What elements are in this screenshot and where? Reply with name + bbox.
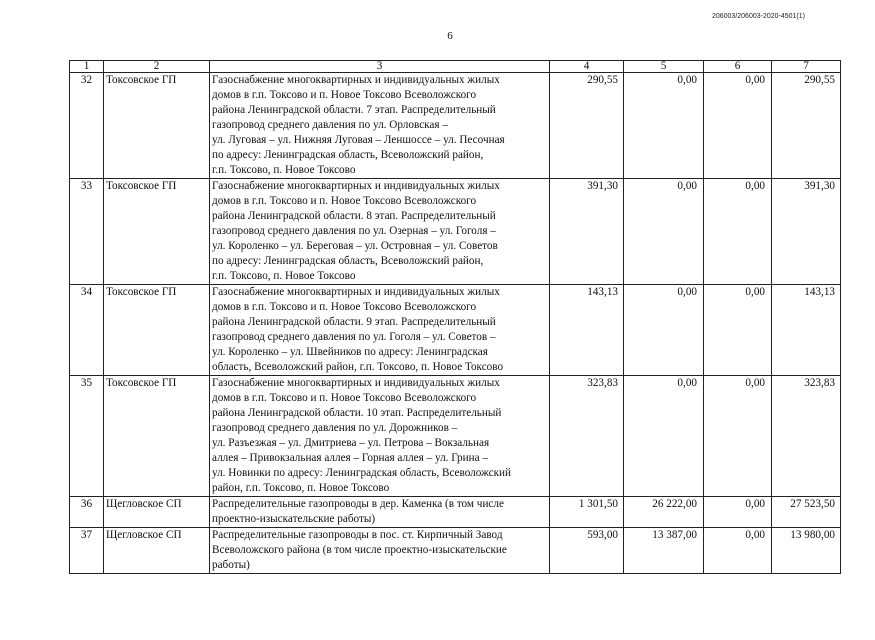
- value-col-4: 391,30: [550, 179, 624, 285]
- header-col-4: 4: [550, 61, 624, 73]
- value-col-7: 323,83: [772, 376, 841, 497]
- header-col-5: 5: [624, 61, 704, 73]
- project-description: Распределительные газопроводы в дер. Каменка (в том числе проектно-изыскательские работы): [210, 497, 550, 528]
- value-col-7: 143,13: [772, 285, 841, 376]
- value-col-4: 593,00: [550, 528, 624, 574]
- table-row: [70, 285, 841, 376]
- financing-table: [69, 60, 841, 574]
- value-col-7: 13 980,00: [772, 528, 841, 574]
- header-col-3: 3: [210, 61, 550, 73]
- settlement-name: Токсовское ГП: [104, 285, 210, 376]
- value-col-4: 290,55: [550, 73, 624, 179]
- value-col-7: 290,55: [772, 73, 841, 179]
- project-description: Распределительные газопроводы в пос. ст. Кирпичный Завод Всеволожского района (в том числе проектно-изыскательские работы): [210, 528, 550, 574]
- project-description: Газоснабжение многоквартирных и индивидуальных жилых домов в г.п. Токсово и п. Новое Токсово Всеволожского района Ленинградской области. 9 этап. Распределительный газопровод среднего давления по ул. Гоголя – ул. Советов – ул. Короленко – ул. Швейников по адресу: Ленинградская область, Всеволожский район, г.п. Токсово, п. Новое Токсово: [210, 285, 550, 376]
- settlement-name: Токсовское ГП: [104, 179, 210, 285]
- header-col-7: 7: [772, 61, 841, 73]
- row-number: 37: [70, 528, 104, 574]
- settlement-name: Щегловское СП: [104, 497, 210, 528]
- value-col-6: 0,00: [704, 285, 772, 376]
- value-col-5: 26 222,00: [624, 497, 704, 528]
- row-number: 34: [70, 285, 104, 376]
- header-col-2: 2: [104, 61, 210, 73]
- header-col-1: 1: [70, 61, 104, 73]
- row-number: 36: [70, 497, 104, 528]
- table-row: [70, 528, 841, 574]
- value-col-5: 0,00: [624, 376, 704, 497]
- settlement-name: Щегловское СП: [104, 528, 210, 574]
- row-number: 33: [70, 179, 104, 285]
- value-col-6: 0,00: [704, 376, 772, 497]
- value-col-5: 0,00: [624, 285, 704, 376]
- table-row: [70, 497, 841, 528]
- settlement-name: Токсовское ГП: [104, 73, 210, 179]
- header-row: [70, 61, 841, 73]
- row-number: 32: [70, 73, 104, 179]
- row-number: 35: [70, 376, 104, 497]
- value-col-5: 0,00: [624, 179, 704, 285]
- value-col-6: 0,00: [704, 528, 772, 574]
- value-col-6: 0,00: [704, 179, 772, 285]
- value-col-5: 13 387,00: [624, 528, 704, 574]
- value-col-7: 27 523,50: [772, 497, 841, 528]
- value-col-4: 323,83: [550, 376, 624, 497]
- project-description: Газоснабжение многоквартирных и индивидуальных жилых домов в г.п. Токсово и п. Новое Токсово Всеволожского района Ленинградской области. 7 этап. Распределительный газопровод среднего давления по ул. Орловская – ул. Луговая – ул. Нижняя Луговая – Леншоссе – ул. Песочная по адресу: Ленинградская область, Всеволожский район, г.п. Токсово, п. Новое Токсово: [210, 73, 550, 179]
- header-col-6: 6: [704, 61, 772, 73]
- project-description: Газоснабжение многоквартирных и индивидуальных жилых домов в г.п. Токсово и п. Новое Токсово Всеволожского района Ленинградской области. 10 этап. Распределительный газопровод среднего давления по ул. Дорожников – ул. Разъезжая – ул. Дмитриева – ул. Петрова – Вокзальная аллея – Привокзальная аллея – Горная аллея – ул. Грина – ул. Новинки по адресу: Ленинградская область, Всеволожский район, г.п. Токсово, п. Новое Токсово: [210, 376, 550, 497]
- value-col-4: 1 301,50: [550, 497, 624, 528]
- document-id: 206003/206003-2020-4501(1): [711, 13, 805, 20]
- value-col-6: 0,00: [704, 497, 772, 528]
- value-col-5: 0,00: [624, 73, 704, 179]
- page-number: 6: [447, 30, 453, 42]
- settlement-name: Токсовское ГП: [104, 376, 210, 497]
- table-row: [70, 179, 841, 285]
- value-col-6: 0,00: [704, 73, 772, 179]
- table-row: [70, 376, 841, 497]
- value-col-7: 391,30: [772, 179, 841, 285]
- project-description: Газоснабжение многоквартирных и индивидуальных жилых домов в г.п. Токсово и п. Новое Токсово Всеволожского района Ленинградской области. 8 этап. Распределительный газопровод среднего давления по ул. Озерная – ул. Гоголя – ул. Короленко – ул. Береговая – ул. Островная – ул. Советов по адресу: Ленинградская область, Всеволожский район, г.п. Токсово, п. Новое Токсово: [210, 179, 550, 285]
- table-row: [70, 73, 841, 179]
- value-col-4: 143,13: [550, 285, 624, 376]
